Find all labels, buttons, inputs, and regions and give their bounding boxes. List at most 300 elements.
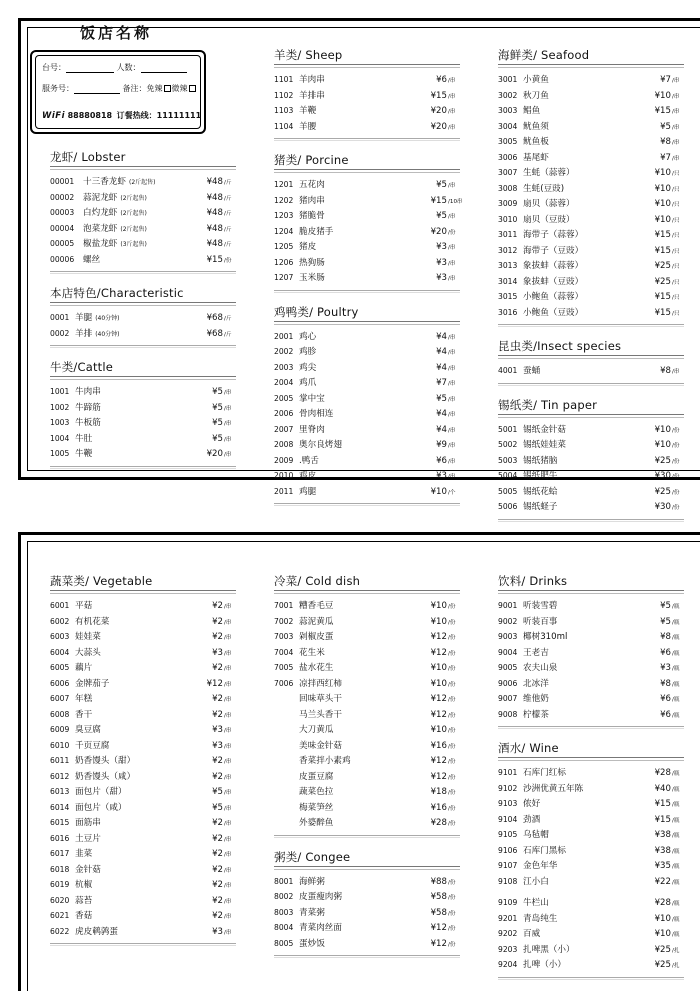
item-unit: /份 (448, 895, 456, 901)
item-price: ¥10 (430, 678, 447, 689)
item-code: 3013 (498, 261, 518, 270)
item-code: 0002 (50, 328, 70, 338)
item-unit: /份 (448, 619, 456, 626)
menu-item (50, 646, 236, 662)
section-end-rule (498, 977, 684, 980)
item-price: ¥12 (430, 709, 447, 720)
item-price: ¥6 (660, 709, 671, 720)
item-code: 2011 (274, 486, 294, 496)
item-code: 6012 (50, 771, 70, 781)
item-name: 面包片（甜） (75, 787, 127, 797)
section-divider (274, 866, 460, 870)
item-unit: /串 (224, 728, 232, 734)
item-code: 2007 (274, 424, 294, 434)
item-name: 蚕蛹 (523, 366, 541, 376)
item-unit: /串 (224, 821, 232, 827)
menu-item (50, 832, 236, 848)
item-price: ¥10 (654, 183, 671, 194)
item-price: ¥10 (654, 913, 671, 924)
item-name: 猪皮 (299, 242, 317, 252)
item-code: 9204 (498, 960, 518, 969)
item-unit: /份 (448, 666, 456, 672)
menu-item (274, 921, 460, 937)
section-divider (498, 590, 684, 594)
item-price: ¥3 (436, 257, 447, 268)
menu-item (498, 813, 684, 829)
menu-item (50, 847, 236, 863)
item-code: 00001 (50, 177, 75, 186)
server-input[interactable] (74, 85, 120, 94)
item-price: ¥12 (430, 923, 447, 933)
item-price: ¥15 (654, 799, 671, 809)
menu-item (498, 120, 684, 136)
menu-item (498, 228, 684, 244)
item-unit: /瓶 (672, 879, 680, 886)
item-code: 3008 (498, 183, 518, 193)
item-code: 6015 (50, 818, 70, 827)
item-price: ¥2 (212, 601, 223, 611)
item-unit: /瓶 (672, 932, 680, 938)
wifi-icon: WiFi (42, 111, 66, 121)
item-unit: /串 (672, 109, 680, 115)
section-title: 饮料/ Drinks (498, 574, 568, 588)
menu-item (50, 661, 236, 677)
item-name: 沙洲优黄五年陈 (523, 783, 584, 794)
item-code: 9006 (498, 678, 518, 688)
item-code: 9107 (498, 861, 518, 870)
item-unit: /只 (672, 248, 680, 255)
item-code: 7003 (274, 632, 294, 641)
item-name: 梅菜笋丝 (299, 802, 334, 813)
item-unit: /串 (672, 369, 680, 375)
item-note: (40分钟) (95, 315, 120, 322)
item-code: 1204 (274, 226, 294, 236)
menu-item (274, 120, 460, 136)
item-unit: /斤 (224, 331, 232, 338)
item-price: ¥2 (212, 709, 223, 720)
item-price: ¥48 (206, 192, 223, 203)
item-code: 6003 (50, 632, 70, 641)
item-price: ¥15 (206, 254, 223, 265)
item-price: ¥48 (206, 223, 223, 234)
section-divider (50, 302, 236, 306)
item-unit: /份 (448, 941, 456, 948)
item-price: ¥5 (660, 601, 671, 611)
item-price: ¥2 (212, 833, 223, 844)
menu-item (274, 407, 460, 423)
section-title: 羊类/ Sheep (274, 48, 343, 62)
item-name: 牛鞭 (75, 449, 93, 459)
item-price: ¥10 (654, 424, 671, 435)
item-code: 1201 (274, 180, 294, 189)
item-unit: /份 (672, 443, 680, 449)
menu-item (274, 615, 460, 631)
item-unit: /串 (224, 635, 232, 641)
menu-item (50, 925, 236, 941)
item-unit: /串 (448, 334, 456, 341)
item-price: ¥3 (436, 471, 447, 481)
guests-input[interactable] (141, 64, 187, 73)
item-unit: /串 (448, 427, 456, 434)
menu-item (498, 73, 684, 89)
item-name: 外婆醉鱼 (299, 818, 334, 828)
item-code: 5002 (498, 440, 518, 449)
section-title: 鸡鸭类/ Poultry (274, 304, 359, 319)
item-name: 蒜泥龙虾 (83, 192, 118, 203)
section-cattle (50, 358, 236, 469)
item-code: 5005 (498, 486, 518, 496)
menu-item (498, 197, 684, 213)
item-name: 柠檬茶 (523, 709, 549, 720)
menu-item (498, 500, 684, 516)
menu-item (50, 191, 236, 207)
menu-item (50, 401, 236, 417)
item-code: 6004 (50, 647, 70, 657)
item-name: 骨肉相连 (299, 409, 334, 419)
item-unit: /份 (224, 257, 232, 264)
menu-item (274, 330, 460, 346)
item-note: (2斤起售) (120, 210, 147, 217)
item-unit: /串 (448, 245, 456, 251)
section-title: 酒水/ Wine (498, 741, 559, 755)
item-name: 青菜肉丝面 (299, 923, 342, 933)
item-code: 6019 (50, 880, 70, 889)
item-price: ¥7 (660, 152, 671, 163)
menu-item (274, 739, 460, 755)
item-unit: /瓶 (672, 901, 680, 907)
section-tinpaper (498, 396, 684, 522)
item-code: 1202 (274, 195, 294, 205)
section-end-rule (274, 835, 460, 838)
menu-item (274, 661, 460, 677)
item-unit: /瓶 (672, 712, 680, 719)
item-unit: /扎 (672, 947, 680, 954)
item-price: ¥8 (660, 678, 671, 689)
item-code: 2008 (274, 440, 294, 449)
section-vegetable (50, 572, 236, 946)
item-name: 江小白 (523, 876, 549, 887)
section-end-rule (50, 943, 236, 946)
item-name: 凉拌西红柿 (299, 678, 342, 689)
item-unit: /串 (224, 867, 232, 874)
item-unit: /瓶 (672, 604, 680, 610)
item-name: 剁椒皮蛋 (299, 632, 334, 642)
section-insect (498, 337, 684, 386)
item-unit: /份 (448, 790, 456, 796)
item-code: 6013 (50, 787, 70, 796)
item-price: ¥18 (430, 787, 447, 797)
item-code: 9101 (498, 768, 518, 777)
menu-item (274, 692, 460, 708)
menu-item (274, 646, 460, 662)
item-unit: /份 (448, 879, 456, 886)
menu-item (498, 844, 684, 860)
item-name: 生蚝(豆豉) (523, 183, 565, 194)
menu-item (498, 646, 684, 662)
item-unit: /瓶 (672, 666, 680, 672)
item-code: 6005 (50, 663, 70, 672)
item-name: 奶香馒头（咸） (75, 771, 136, 782)
item-name: 皮蛋豆腐 (299, 771, 334, 782)
section-title: 猪类/ Porcine (274, 153, 349, 167)
item-name: 青菜粥 (299, 907, 325, 918)
item-name: 杭椒 (75, 880, 93, 890)
item-unit: /份 (448, 604, 456, 610)
item-code: 7002 (274, 616, 294, 626)
item-code: 3004 (498, 121, 518, 131)
item-name: 农夫山泉 (523, 663, 558, 673)
item-price: ¥35 (654, 861, 671, 871)
item-unit: /份 (672, 489, 680, 496)
item-price: ¥25 (654, 960, 671, 970)
menu-item (498, 135, 684, 151)
item-unit: /只 (672, 295, 680, 301)
item-unit: /串 (672, 93, 680, 100)
remark-option-mild: 免辣 (146, 84, 163, 93)
menu-item (274, 723, 460, 739)
hotline-label: 订餐热线： (116, 111, 157, 120)
item-code: 9102 (498, 783, 518, 793)
item-name: 金牌茄子 (75, 678, 110, 689)
item-code: 00004 (50, 223, 75, 233)
item-name: 大蒜头 (75, 647, 101, 658)
section-wine (498, 739, 684, 980)
item-code: 9007 (498, 694, 518, 703)
item-name: 牛板筋 (75, 418, 101, 428)
item-name: 鱿鱼板 (523, 137, 549, 147)
item-unit: /串 (224, 650, 232, 657)
item-name: 象拔蚌（蒜蓉） (523, 261, 584, 271)
item-price: ¥2 (212, 663, 223, 673)
item-price: ¥28 (654, 898, 671, 908)
item-code: 1203 (274, 211, 294, 220)
item-price: ¥5 (212, 787, 223, 797)
item-code: 9106 (498, 845, 518, 855)
menu-item (50, 222, 236, 238)
item-price: ¥6 (436, 455, 447, 466)
item-price: ¥4 (436, 409, 447, 419)
item-price: ¥10 (430, 725, 447, 735)
section-title: 锡纸类/ Tin paper (498, 397, 598, 412)
item-unit: /串 (224, 790, 232, 796)
item-price: ¥15 (430, 90, 447, 101)
item-code: 6022 (50, 926, 70, 936)
menu-item (50, 909, 236, 925)
item-unit: /份 (448, 805, 456, 812)
item-name: 白灼龙虾 (83, 208, 118, 218)
menu-item (498, 912, 684, 928)
slight-checkbox[interactable] (189, 85, 196, 92)
menu-item (274, 376, 460, 392)
item-unit: /份 (672, 427, 680, 434)
section-divider (498, 64, 684, 68)
item-code: 7004 (274, 647, 294, 657)
section-porcine (274, 151, 463, 293)
guests-label: 人数： (116, 63, 141, 72)
item-code: 2004 (274, 378, 294, 387)
item-price: ¥4 (436, 424, 447, 435)
item-price: ¥10 (654, 168, 671, 178)
menu-item (274, 256, 460, 272)
item-code: 9002 (498, 616, 518, 626)
section-divider (498, 414, 684, 418)
item-price: ¥10 (430, 486, 447, 497)
section-end-rule (498, 726, 684, 729)
item-unit: /份 (448, 728, 456, 734)
menu-item (274, 178, 460, 194)
menu-item (50, 692, 236, 708)
item-name: 小黄鱼 (523, 75, 549, 85)
item-price: ¥12 (430, 756, 447, 766)
item-name: 鸡心 (299, 331, 317, 342)
item-name: 牛肚 (75, 433, 93, 444)
item-code: 9008 (498, 709, 518, 719)
item-name: 土豆片 (75, 833, 101, 844)
item-name: 锡纸花蛤 (523, 486, 558, 497)
item-code: 9109 (498, 898, 518, 907)
item-unit: /份 (448, 821, 456, 827)
item-name: 鸡胗 (299, 347, 317, 357)
item-price: ¥3 (212, 926, 223, 937)
item-name: 王老吉 (523, 647, 549, 658)
item-price: ¥5 (436, 211, 447, 221)
item-unit: /斤 (224, 180, 232, 186)
item-code: 00002 (50, 192, 75, 202)
item-unit: /瓶 (672, 786, 680, 793)
item-unit: /份 (448, 759, 456, 765)
menu-item (274, 801, 460, 817)
menu-item (274, 937, 460, 953)
item-name: 椒盐龙虾 (83, 239, 118, 249)
restaurant-name: 饭店名称 (80, 24, 153, 42)
item-unit: /串 (224, 898, 232, 905)
item-unit: /串 (672, 124, 680, 131)
item-price: ¥6 (660, 694, 671, 704)
item-price: ¥28 (430, 818, 447, 828)
item-price: ¥58 (430, 907, 447, 918)
item-price: ¥10 (430, 601, 447, 611)
item-name: 青岛纯生 (523, 913, 558, 924)
menu-item (50, 311, 236, 327)
menu-item (274, 599, 460, 615)
item-price: ¥2 (212, 895, 223, 906)
section-end-rule (498, 519, 684, 522)
item-name: 金色年华 (523, 861, 558, 871)
section-title: 冷菜/ Cold dish (274, 574, 361, 588)
menu-item (498, 927, 684, 943)
item-name: 海鲜粥 (299, 876, 325, 887)
table-input[interactable] (66, 64, 114, 73)
section-end-rule (498, 324, 684, 327)
item-code: 00006 (50, 254, 75, 264)
item-name: 羊排串 (299, 90, 325, 101)
item-unit: /串 (224, 405, 232, 412)
item-name: 糟香毛豆 (299, 601, 334, 611)
item-name: 扎啤黑（小） (523, 944, 575, 955)
item-unit: /串 (448, 365, 456, 372)
item-price: ¥10 (430, 616, 447, 627)
item-unit: /瓶 (672, 817, 680, 824)
item-code: 2005 (274, 393, 294, 403)
item-code: 2006 (274, 409, 294, 418)
column-bottom-2 (274, 572, 460, 968)
item-price: ¥15 (654, 106, 671, 116)
menu-item (498, 766, 684, 782)
item-unit: /串 (224, 604, 232, 610)
item-price: ¥2 (212, 818, 223, 828)
item-unit: /份 (448, 774, 456, 781)
item-name: 藕片 (75, 663, 93, 673)
item-code: 3007 (498, 168, 518, 177)
item-unit: /串 (224, 774, 232, 781)
column-bottom-3 (498, 572, 684, 990)
mild-checkbox[interactable] (164, 85, 171, 92)
item-name: 维他奶 (523, 694, 549, 704)
item-code: 6002 (50, 616, 70, 626)
item-price: ¥5 (212, 433, 223, 444)
item-name: 扇贝（豆豉） (523, 214, 575, 225)
item-price: ¥20 (430, 226, 447, 237)
menu-item (498, 104, 684, 120)
section-end-rule (274, 955, 460, 958)
item-code: 9103 (498, 799, 518, 808)
item-name: 海带子（豆豉） (523, 245, 584, 256)
section-title: 粥类/ Congee (274, 849, 351, 864)
item-price: ¥48 (206, 208, 223, 218)
item-price: ¥25 (654, 486, 671, 497)
item-code: 9108 (498, 876, 518, 886)
menu-item (50, 615, 236, 631)
menu-item (50, 894, 236, 910)
item-price: ¥16 (430, 802, 447, 813)
item-name: 马兰头香干 (299, 709, 342, 720)
section-lobster (50, 148, 236, 274)
column-bottom-1 (50, 572, 236, 956)
menu-item (498, 630, 684, 646)
section-end-rule (50, 271, 236, 274)
item-name: 鱿鱼须 (523, 121, 549, 132)
item-name: 羊腿 (75, 313, 93, 323)
item-code: 3015 (498, 292, 518, 301)
item-code: 7005 (274, 663, 294, 672)
menu-item (274, 816, 460, 832)
item-unit: /瓶 (672, 650, 680, 657)
item-name: 羊肉串 (299, 75, 325, 85)
item-unit: /串 (448, 214, 456, 220)
menu-item (498, 306, 684, 322)
item-name: 锡纸猪脑 (523, 455, 558, 466)
item-name: 奶香馒头（甜） (75, 756, 136, 766)
item-code: 1001 (50, 387, 70, 396)
item-name: 鸡爪 (299, 378, 317, 388)
item-name: 羊排 (75, 328, 93, 339)
item-code: 3005 (498, 137, 518, 146)
hotline-number: 11111111 (156, 111, 202, 120)
item-name: 椰树310ml (523, 632, 568, 642)
menu-item (274, 708, 460, 724)
item-price: ¥3 (212, 725, 223, 735)
item-price: ¥12 (430, 694, 447, 704)
item-price: ¥40 (654, 783, 671, 794)
table-label: 台号： (42, 63, 66, 72)
item-price: ¥10 (654, 929, 671, 939)
item-code: 9003 (498, 632, 518, 641)
section-end-rule (50, 466, 236, 469)
item-note: (2斤起售) (120, 194, 147, 202)
item-unit: /份 (448, 681, 456, 688)
item-name: 锡纸肥牛 (523, 471, 558, 481)
menu-item (498, 599, 684, 615)
